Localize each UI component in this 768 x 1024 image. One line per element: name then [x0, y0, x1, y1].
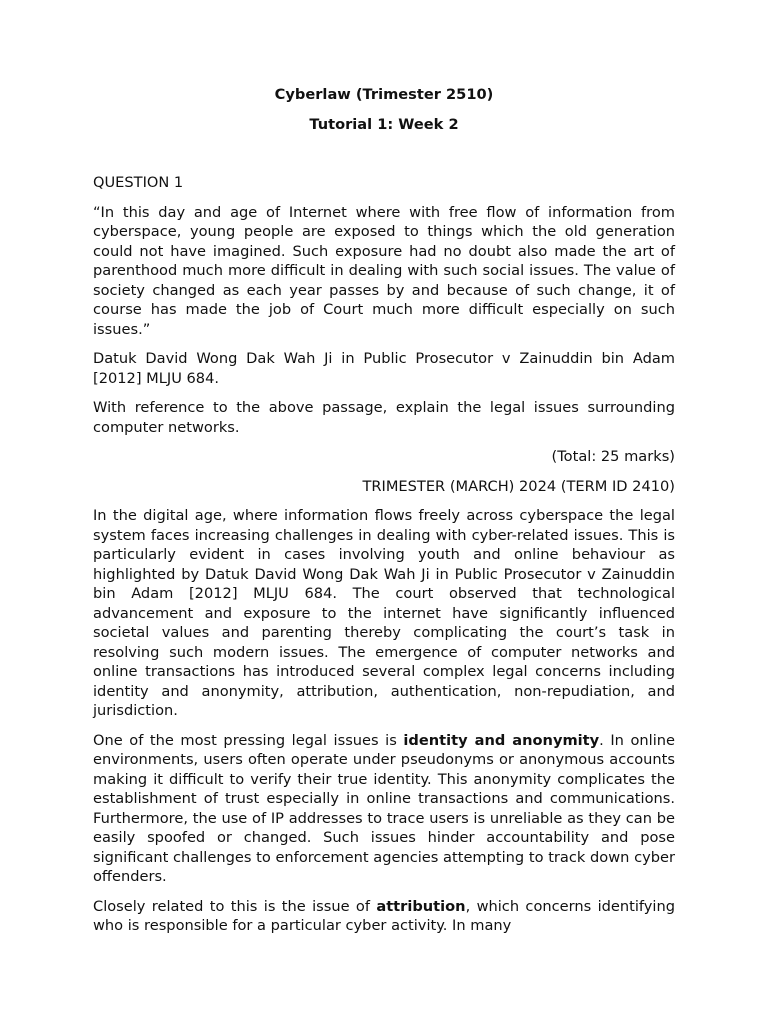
answer-paragraph-2-lead: One of the most pressing legal issues is: [93, 731, 404, 749]
answer-paragraph-2-body: . In online environments, users often operate under pseudonyms or anonymous accounts making it difficult to verify their true identity. This anonymity complicates the establishment of trust especially in online transactions and communications. Furthermore, the use of IP addresses to trace users is unreliable as they can be easily spoofed or changed. Such issues hinder accountability and pose significant challenges to enforcement agencies attempting to track down cyber offenders.: [93, 731, 675, 885]
question-label: QUESTION 1: [93, 174, 184, 191]
question-marks: (Total: 25 marks): [551, 448, 675, 465]
document-subtitle: Tutorial 1: Week 2: [309, 115, 459, 133]
answer-paragraph-3-keyword: attribution: [376, 897, 466, 915]
answer-paragraph-3-body: , which concerns identifying who is responsible for a particular cyber activity. In many: [93, 897, 675, 934]
question-quote: “In this day and age of Internet where with free flow of information from cyberspace, young people are exposed to things which the old generation could not have imagined. Such exposure had no doubt also made the art of parenthood much more difficult in dealing with such social issues. The value of society changed as each year passes by and because of such change, it of course has made the job of Court much more difficult especially on such issues.”: [93, 203, 675, 338]
question-instruction: With reference to the above passage, explain the legal issues surrounding computer networks.: [93, 399, 675, 436]
answer-paragraph-3: [93, 897, 675, 936]
answer-paragraph-3-lead: Closely related to this is the issue of: [93, 897, 377, 915]
answer-paragraph-2: [93, 731, 675, 887]
document-page: [93, 85, 675, 936]
document-title: Cyberlaw (Trimester 2510): [274, 86, 494, 103]
question-term: TRIMESTER (MARCH) 2024 (TERM ID 2410): [362, 477, 675, 495]
answer-paragraph-2-keyword: identity and anonymity: [403, 731, 600, 749]
question-citation: Datuk David Wong Dak Wah Ji in Public Prosecutor v Zainuddin bin Adam [2012] MLJU 684.: [93, 350, 675, 387]
answer-paragraph-1: In the digital age, where information flows freely across cyberspace the legal system faces increasing challenges in dealing with cyber-related issues. This is particularly evident in cases involving youth and online behaviour as highlighted by Datuk David Wong Dak Wah Ji in Public Prosecutor v Zainuddin bin Adam [2012] MLJU 684. The court observed that technological advancement and exposure to the internet have significantly influenced societal values and parenting thereby complicating the court’s task in resolving such modern issues. The emergence of computer networks and online transactions has introduced several complex legal concerns including identity and anonymity, attribution, authentication, non-repudiation, and jurisdiction.: [93, 507, 675, 719]
